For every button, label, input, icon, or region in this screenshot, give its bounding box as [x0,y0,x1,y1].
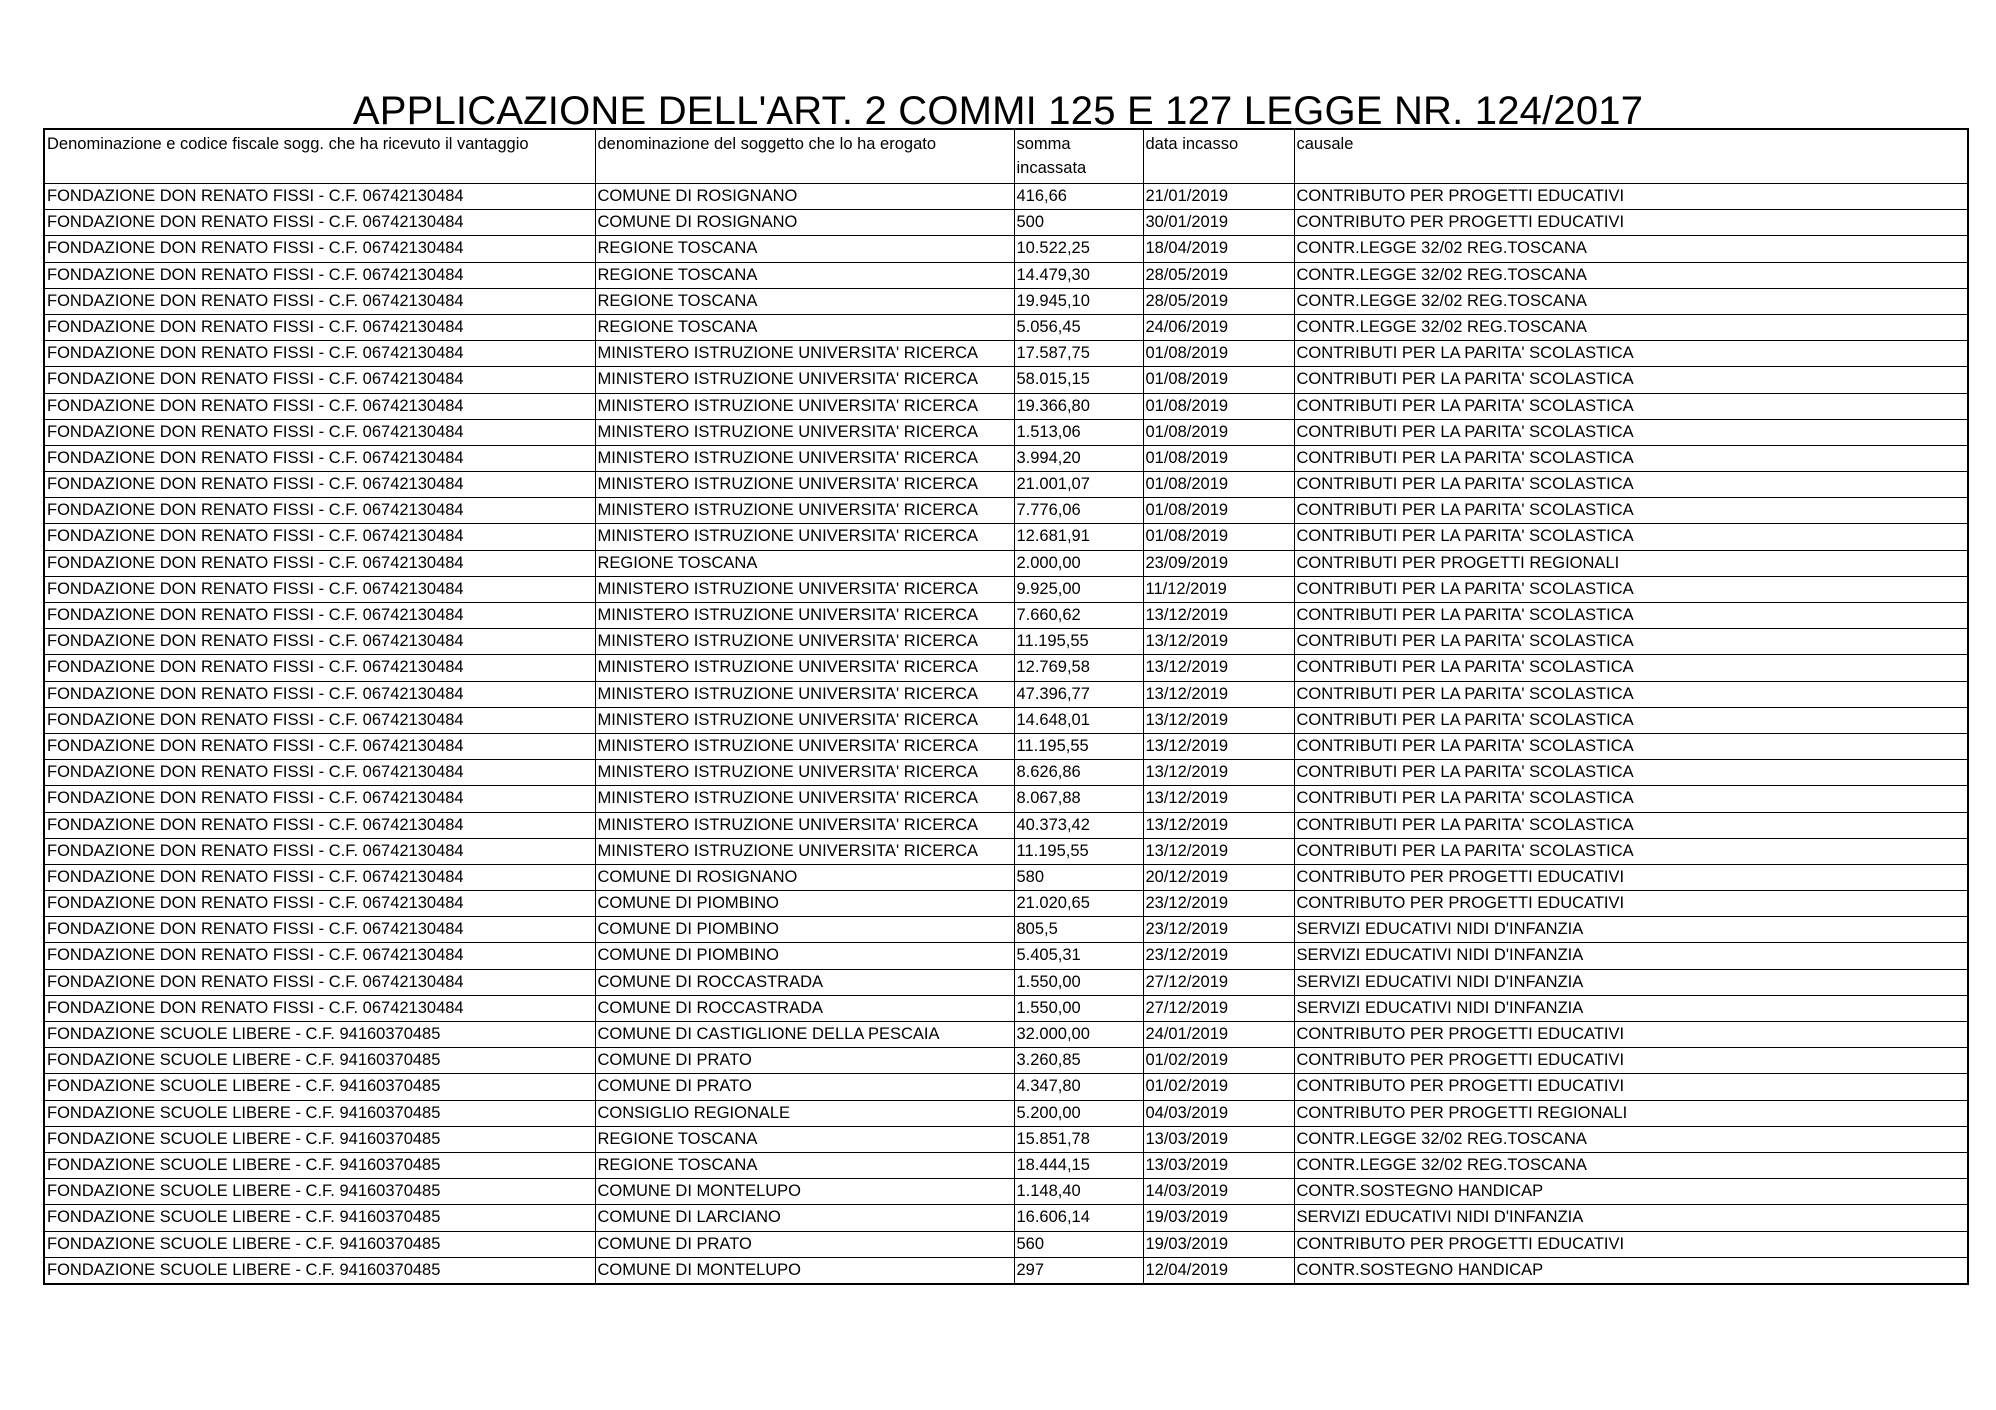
table-row [44,576,1968,602]
table-row [44,1022,1968,1048]
cell-reason: CONTRIBUTI PER LA PARITA' SCOLASTICA [1294,341,1968,367]
cell-payer: MINISTERO ISTRUZIONE UNIVERSITA' RICERCA [595,629,1014,655]
cell-amount: 416,66 [1014,184,1143,210]
cell-date: 01/08/2019 [1143,445,1294,471]
cell-payer: COMUNE DI PRATO [595,1231,1014,1257]
cell-recipient: FONDAZIONE DON RENATO FISSI - C.F. 06742130484 [44,472,595,498]
table-row [44,314,1968,340]
cell-date: 27/12/2019 [1143,969,1294,995]
cell-recipient: FONDAZIONE DON RENATO FISSI - C.F. 06742130484 [44,367,595,393]
cell-amount: 12.681,91 [1014,524,1143,550]
cell-date: 21/01/2019 [1143,184,1294,210]
table-row [44,419,1968,445]
cell-recipient: FONDAZIONE DON RENATO FISSI - C.F. 06742130484 [44,524,595,550]
cell-amount: 1.550,00 [1014,969,1143,995]
table-row [44,603,1968,629]
cell-reason: CONTRIBUTO PER PROGETTI EDUCATIVI [1294,1074,1968,1100]
cell-reason: CONTRIBUTO PER PROGETTI EDUCATIVI [1294,891,1968,917]
cell-amount: 4.347,80 [1014,1074,1143,1100]
cell-payer: MINISTERO ISTRUZIONE UNIVERSITA' RICERCA [595,812,1014,838]
table-row [44,707,1968,733]
table-row [44,760,1968,786]
cell-payer: REGIONE TOSCANA [595,1152,1014,1178]
table-row [44,472,1968,498]
table-row [44,681,1968,707]
header-reason: causale [1294,129,1968,184]
cell-date: 23/12/2019 [1143,917,1294,943]
cell-reason: SERVIZI EDUCATIVI NIDI D'INFANZIA [1294,969,1968,995]
cell-reason: SERVIZI EDUCATIVI NIDI D'INFANZIA [1294,1205,1968,1231]
cell-payer: COMUNE DI PIOMBINO [595,917,1014,943]
table-row [44,969,1968,995]
cell-reason: CONTRIBUTI PER LA PARITA' SCOLASTICA [1294,760,1968,786]
cell-payer: COMUNE DI LARCIANO [595,1205,1014,1231]
cell-date: 30/01/2019 [1143,210,1294,236]
cell-payer: COMUNE DI CASTIGLIONE DELLA PESCAIA [595,1022,1014,1048]
cell-date: 18/04/2019 [1143,236,1294,262]
cell-date: 19/03/2019 [1143,1231,1294,1257]
cell-date: 01/08/2019 [1143,341,1294,367]
cell-amount: 19.945,10 [1014,288,1143,314]
cell-payer: MINISTERO ISTRUZIONE UNIVERSITA' RICERCA [595,733,1014,759]
cell-amount: 560 [1014,1231,1143,1257]
cell-recipient: FONDAZIONE DON RENATO FISSI - C.F. 06742130484 [44,550,595,576]
cell-reason: CONTRIBUTI PER LA PARITA' SCOLASTICA [1294,707,1968,733]
cell-reason: CONTRIBUTI PER LA PARITA' SCOLASTICA [1294,786,1968,812]
table-row [44,1257,1968,1284]
cell-reason: SERVIZI EDUCATIVI NIDI D'INFANZIA [1294,917,1968,943]
cell-reason: CONTRIBUTI PER LA PARITA' SCOLASTICA [1294,498,1968,524]
cell-amount: 14.479,30 [1014,262,1143,288]
header-recipient: Denominazione e codice fiscale sogg. che ha ricevuto il vantaggio [44,129,595,184]
cell-reason: CONTRIBUTI PER LA PARITA' SCOLASTICA [1294,681,1968,707]
cell-date: 13/12/2019 [1143,786,1294,812]
cell-date: 19/03/2019 [1143,1205,1294,1231]
cell-payer: MINISTERO ISTRUZIONE UNIVERSITA' RICERCA [595,524,1014,550]
cell-recipient: FONDAZIONE DON RENATO FISSI - C.F. 06742130484 [44,760,595,786]
cell-recipient: FONDAZIONE DON RENATO FISSI - C.F. 06742130484 [44,864,595,890]
table-row [44,288,1968,314]
cell-payer: MINISTERO ISTRUZIONE UNIVERSITA' RICERCA [595,655,1014,681]
table-row [44,1205,1968,1231]
cell-date: 13/12/2019 [1143,838,1294,864]
cell-date: 28/05/2019 [1143,262,1294,288]
cell-payer: MINISTERO ISTRUZIONE UNIVERSITA' RICERCA [595,472,1014,498]
table-header [44,129,1968,184]
cell-reason: CONTR.SOSTEGNO HANDICAP [1294,1257,1968,1284]
cell-recipient: FONDAZIONE DON RENATO FISSI - C.F. 06742130484 [44,812,595,838]
cell-amount: 2.000,00 [1014,550,1143,576]
table-row [44,445,1968,471]
cell-recipient: FONDAZIONE DON RENATO FISSI - C.F. 06742130484 [44,498,595,524]
cell-amount: 21.020,65 [1014,891,1143,917]
cell-payer: REGIONE TOSCANA [595,236,1014,262]
cell-amount: 500 [1014,210,1143,236]
cell-amount: 12.769,58 [1014,655,1143,681]
cell-payer: COMUNE DI PRATO [595,1048,1014,1074]
cell-payer: REGIONE TOSCANA [595,550,1014,576]
cell-amount: 1.513,06 [1014,419,1143,445]
cell-amount: 14.648,01 [1014,707,1143,733]
cell-recipient: FONDAZIONE DON RENATO FISSI - C.F. 06742130484 [44,341,595,367]
cell-recipient: FONDAZIONE DON RENATO FISSI - C.F. 06742130484 [44,786,595,812]
table-row [44,1126,1968,1152]
table-row [44,498,1968,524]
cell-date: 13/03/2019 [1143,1126,1294,1152]
cell-payer: REGIONE TOSCANA [595,262,1014,288]
table-row [44,812,1968,838]
cell-payer: MINISTERO ISTRUZIONE UNIVERSITA' RICERCA [595,445,1014,471]
cell-recipient: FONDAZIONE DON RENATO FISSI - C.F. 06742130484 [44,210,595,236]
cell-date: 13/03/2019 [1143,1152,1294,1178]
cell-reason: CONTR.SOSTEGNO HANDICAP [1294,1179,1968,1205]
cell-recipient: FONDAZIONE DON RENATO FISSI - C.F. 06742130484 [44,184,595,210]
cell-amount: 7.660,62 [1014,603,1143,629]
cell-payer: COMUNE DI PIOMBINO [595,891,1014,917]
cell-payer: MINISTERO ISTRUZIONE UNIVERSITA' RICERCA [595,367,1014,393]
table-row [44,995,1968,1021]
cell-recipient: FONDAZIONE DON RENATO FISSI - C.F. 06742130484 [44,838,595,864]
cell-amount: 18.444,15 [1014,1152,1143,1178]
cell-recipient: FONDAZIONE DON RENATO FISSI - C.F. 06742130484 [44,576,595,602]
cell-payer: MINISTERO ISTRUZIONE UNIVERSITA' RICERCA [595,838,1014,864]
table-row [44,236,1968,262]
table-row [44,341,1968,367]
cell-recipient: FONDAZIONE DON RENATO FISSI - C.F. 06742130484 [44,603,595,629]
table-row [44,864,1968,890]
cell-recipient: FONDAZIONE DON RENATO FISSI - C.F. 06742130484 [44,995,595,1021]
cell-amount: 10.522,25 [1014,236,1143,262]
cell-date: 23/09/2019 [1143,550,1294,576]
cell-payer: COMUNE DI PRATO [595,1074,1014,1100]
cell-amount: 297 [1014,1257,1143,1284]
cell-reason: CONTR.LEGGE 32/02 REG.TOSCANA [1294,314,1968,340]
table-row [44,184,1968,210]
cell-payer: COMUNE DI ROSIGNANO [595,864,1014,890]
cell-reason: CONTR.LEGGE 32/02 REG.TOSCANA [1294,1126,1968,1152]
table-row [44,1179,1968,1205]
header-row [44,129,1968,184]
table-row [44,524,1968,550]
cell-date: 01/08/2019 [1143,498,1294,524]
table-row [44,891,1968,917]
cell-payer: COMUNE DI PIOMBINO [595,943,1014,969]
table-row [44,733,1968,759]
cell-reason: CONTRIBUTO PER PROGETTI EDUCATIVI [1294,184,1968,210]
cell-payer: REGIONE TOSCANA [595,314,1014,340]
cell-recipient: FONDAZIONE DON RENATO FISSI - C.F. 06742130484 [44,629,595,655]
table-row [44,943,1968,969]
cell-date: 11/12/2019 [1143,576,1294,602]
cell-reason: CONTR.LEGGE 32/02 REG.TOSCANA [1294,1152,1968,1178]
cell-reason: CONTRIBUTI PER PROGETTI REGIONALI [1294,550,1968,576]
cell-amount: 805,5 [1014,917,1143,943]
cell-reason: CONTRIBUTI PER LA PARITA' SCOLASTICA [1294,576,1968,602]
table-body [44,184,1968,1284]
table-row [44,838,1968,864]
cell-recipient: FONDAZIONE DON RENATO FISSI - C.F. 06742130484 [44,707,595,733]
cell-recipient: FONDAZIONE DON RENATO FISSI - C.F. 06742130484 [44,236,595,262]
cell-recipient: FONDAZIONE DON RENATO FISSI - C.F. 06742130484 [44,891,595,917]
cell-amount: 5.200,00 [1014,1100,1143,1126]
cell-date: 01/08/2019 [1143,472,1294,498]
table-row [44,1074,1968,1100]
cell-payer: COMUNE DI ROSIGNANO [595,184,1014,210]
table-row [44,210,1968,236]
cell-payer: COMUNE DI MONTELUPO [595,1257,1014,1284]
cell-amount: 8.067,88 [1014,786,1143,812]
cell-amount: 5.056,45 [1014,314,1143,340]
cell-amount: 15.851,78 [1014,1126,1143,1152]
cell-reason: CONTRIBUTO PER PROGETTI EDUCATIVI [1294,210,1968,236]
cell-reason: CONTRIBUTI PER LA PARITA' SCOLASTICA [1294,524,1968,550]
cell-amount: 21.001,07 [1014,472,1143,498]
document-title: APPLICAZIONE DELL'ART. 2 COMMI 125 E 127 LEGGE NR. 124/2017 [352,88,1644,133]
cell-amount: 19.366,80 [1014,393,1143,419]
cell-date: 01/08/2019 [1143,524,1294,550]
cell-recipient: FONDAZIONE SCUOLE LIBERE - C.F. 94160370485 [44,1074,595,1100]
table-row [44,1100,1968,1126]
cell-amount: 1.550,00 [1014,995,1143,1021]
cell-date: 13/12/2019 [1143,733,1294,759]
cell-payer: MINISTERO ISTRUZIONE UNIVERSITA' RICERCA [595,603,1014,629]
cell-date: 01/08/2019 [1143,367,1294,393]
cell-payer: MINISTERO ISTRUZIONE UNIVERSITA' RICERCA [595,576,1014,602]
cell-date: 27/12/2019 [1143,995,1294,1021]
cell-payer: CONSIGLIO REGIONALE [595,1100,1014,1126]
cell-recipient: FONDAZIONE DON RENATO FISSI - C.F. 06742130484 [44,314,595,340]
cell-amount: 1.148,40 [1014,1179,1143,1205]
cell-date: 13/12/2019 [1143,760,1294,786]
cell-date: 13/12/2019 [1143,603,1294,629]
cell-date: 01/02/2019 [1143,1048,1294,1074]
cell-amount: 9.925,00 [1014,576,1143,602]
cell-date: 13/12/2019 [1143,707,1294,733]
cell-reason: CONTRIBUTO PER PROGETTI EDUCATIVI [1294,1022,1968,1048]
header-payer: denominazione del soggetto che lo ha erogato [595,129,1014,184]
contributions-table [43,128,1969,1285]
cell-date: 01/08/2019 [1143,393,1294,419]
cell-reason: CONTRIBUTI PER LA PARITA' SCOLASTICA [1294,367,1968,393]
cell-date: 14/03/2019 [1143,1179,1294,1205]
cell-amount: 40.373,42 [1014,812,1143,838]
cell-payer: REGIONE TOSCANA [595,1126,1014,1152]
cell-recipient: FONDAZIONE SCUOLE LIBERE - C.F. 94160370485 [44,1257,595,1284]
cell-payer: MINISTERO ISTRUZIONE UNIVERSITA' RICERCA [595,498,1014,524]
table-row [44,367,1968,393]
cell-date: 01/02/2019 [1143,1074,1294,1100]
table-row [44,1048,1968,1074]
cell-date: 23/12/2019 [1143,891,1294,917]
cell-recipient: FONDAZIONE DON RENATO FISSI - C.F. 06742130484 [44,393,595,419]
cell-reason: CONTRIBUTI PER LA PARITA' SCOLASTICA [1294,733,1968,759]
cell-reason: CONTRIBUTI PER LA PARITA' SCOLASTICA [1294,603,1968,629]
cell-reason: CONTR.LEGGE 32/02 REG.TOSCANA [1294,262,1968,288]
cell-amount: 16.606,14 [1014,1205,1143,1231]
cell-date: 04/03/2019 [1143,1100,1294,1126]
table-row [44,629,1968,655]
cell-payer: MINISTERO ISTRUZIONE UNIVERSITA' RICERCA [595,393,1014,419]
cell-recipient: FONDAZIONE DON RENATO FISSI - C.F. 06742130484 [44,288,595,314]
cell-recipient: FONDAZIONE DON RENATO FISSI - C.F. 06742130484 [44,943,595,969]
cell-amount: 3.994,20 [1014,445,1143,471]
table-row [44,786,1968,812]
cell-reason: CONTR.LEGGE 32/02 REG.TOSCANA [1294,236,1968,262]
cell-amount: 11.195,55 [1014,733,1143,759]
cell-payer: MINISTERO ISTRUZIONE UNIVERSITA' RICERCA [595,419,1014,445]
cell-date: 23/12/2019 [1143,943,1294,969]
cell-reason: CONTR.LEGGE 32/02 REG.TOSCANA [1294,288,1968,314]
cell-amount: 11.195,55 [1014,629,1143,655]
cell-date: 13/12/2019 [1143,655,1294,681]
cell-recipient: FONDAZIONE DON RENATO FISSI - C.F. 06742130484 [44,419,595,445]
cell-recipient: FONDAZIONE DON RENATO FISSI - C.F. 06742130484 [44,917,595,943]
cell-payer: MINISTERO ISTRUZIONE UNIVERSITA' RICERCA [595,341,1014,367]
cell-date: 01/08/2019 [1143,419,1294,445]
cell-amount: 11.195,55 [1014,838,1143,864]
cell-reason: CONTRIBUTI PER LA PARITA' SCOLASTICA [1294,812,1968,838]
table-row [44,262,1968,288]
cell-payer: MINISTERO ISTRUZIONE UNIVERSITA' RICERCA [595,707,1014,733]
table-row [44,550,1968,576]
cell-amount: 17.587,75 [1014,341,1143,367]
cell-payer: COMUNE DI MONTELUPO [595,1179,1014,1205]
cell-reason: CONTRIBUTO PER PROGETTI EDUCATIVI [1294,1048,1968,1074]
cell-recipient: FONDAZIONE DON RENATO FISSI - C.F. 06742130484 [44,262,595,288]
cell-amount: 8.626,86 [1014,760,1143,786]
cell-recipient: FONDAZIONE SCUOLE LIBERE - C.F. 94160370485 [44,1100,595,1126]
cell-recipient: FONDAZIONE SCUOLE LIBERE - C.F. 94160370485 [44,1126,595,1152]
cell-reason: CONTRIBUTI PER LA PARITA' SCOLASTICA [1294,838,1968,864]
cell-amount: 5.405,31 [1014,943,1143,969]
cell-payer: COMUNE DI ROCCASTRADA [595,969,1014,995]
cell-date: 24/06/2019 [1143,314,1294,340]
cell-recipient: FONDAZIONE SCUOLE LIBERE - C.F. 94160370485 [44,1231,595,1257]
cell-recipient: FONDAZIONE SCUOLE LIBERE - C.F. 94160370485 [44,1179,595,1205]
cell-amount: 7.776,06 [1014,498,1143,524]
table-row [44,1152,1968,1178]
cell-reason: CONTRIBUTO PER PROGETTI EDUCATIVI [1294,1231,1968,1257]
cell-reason: CONTRIBUTI PER LA PARITA' SCOLASTICA [1294,629,1968,655]
cell-payer: MINISTERO ISTRUZIONE UNIVERSITA' RICERCA [595,681,1014,707]
cell-date: 20/12/2019 [1143,864,1294,890]
cell-date: 13/12/2019 [1143,812,1294,838]
cell-reason: SERVIZI EDUCATIVI NIDI D'INFANZIA [1294,995,1968,1021]
cell-recipient: FONDAZIONE SCUOLE LIBERE - C.F. 94160370485 [44,1152,595,1178]
header-amount: somma incassata [1014,129,1143,184]
cell-payer: REGIONE TOSCANA [595,288,1014,314]
cell-amount: 3.260,85 [1014,1048,1143,1074]
cell-date: 28/05/2019 [1143,288,1294,314]
cell-date: 24/01/2019 [1143,1022,1294,1048]
cell-reason: CONTRIBUTI PER LA PARITA' SCOLASTICA [1294,445,1968,471]
cell-payer: COMUNE DI ROSIGNANO [595,210,1014,236]
cell-reason: CONTRIBUTI PER LA PARITA' SCOLASTICA [1294,393,1968,419]
cell-recipient: FONDAZIONE DON RENATO FISSI - C.F. 06742130484 [44,681,595,707]
cell-reason: CONTRIBUTI PER LA PARITA' SCOLASTICA [1294,472,1968,498]
cell-payer: COMUNE DI ROCCASTRADA [595,995,1014,1021]
cell-recipient: FONDAZIONE DON RENATO FISSI - C.F. 06742130484 [44,969,595,995]
cell-recipient: FONDAZIONE SCUOLE LIBERE - C.F. 94160370485 [44,1048,595,1074]
cell-amount: 580 [1014,864,1143,890]
cell-reason: CONTRIBUTI PER LA PARITA' SCOLASTICA [1294,419,1968,445]
cell-recipient: FONDAZIONE SCUOLE LIBERE - C.F. 94160370485 [44,1205,595,1231]
cell-date: 13/12/2019 [1143,681,1294,707]
cell-recipient: FONDAZIONE DON RENATO FISSI - C.F. 06742130484 [44,445,595,471]
table-row [44,393,1968,419]
cell-reason: CONTRIBUTO PER PROGETTI EDUCATIVI [1294,864,1968,890]
cell-reason: CONTRIBUTO PER PROGETTI REGIONALI [1294,1100,1968,1126]
cell-amount: 47.396,77 [1014,681,1143,707]
cell-amount: 32.000,00 [1014,1022,1143,1048]
table-row [44,655,1968,681]
cell-recipient: FONDAZIONE SCUOLE LIBERE - C.F. 94160370485 [44,1022,595,1048]
cell-date: 12/04/2019 [1143,1257,1294,1284]
cell-reason: CONTRIBUTI PER LA PARITA' SCOLASTICA [1294,655,1968,681]
cell-date: 13/12/2019 [1143,629,1294,655]
cell-payer: MINISTERO ISTRUZIONE UNIVERSITA' RICERCA [595,760,1014,786]
cell-recipient: FONDAZIONE DON RENATO FISSI - C.F. 06742130484 [44,655,595,681]
table-row [44,1231,1968,1257]
table-row [44,917,1968,943]
cell-amount: 58.015,15 [1014,367,1143,393]
cell-reason: SERVIZI EDUCATIVI NIDI D'INFANZIA [1294,943,1968,969]
cell-payer: MINISTERO ISTRUZIONE UNIVERSITA' RICERCA [595,786,1014,812]
header-date: data incasso [1143,129,1294,184]
cell-recipient: FONDAZIONE DON RENATO FISSI - C.F. 06742130484 [44,733,595,759]
